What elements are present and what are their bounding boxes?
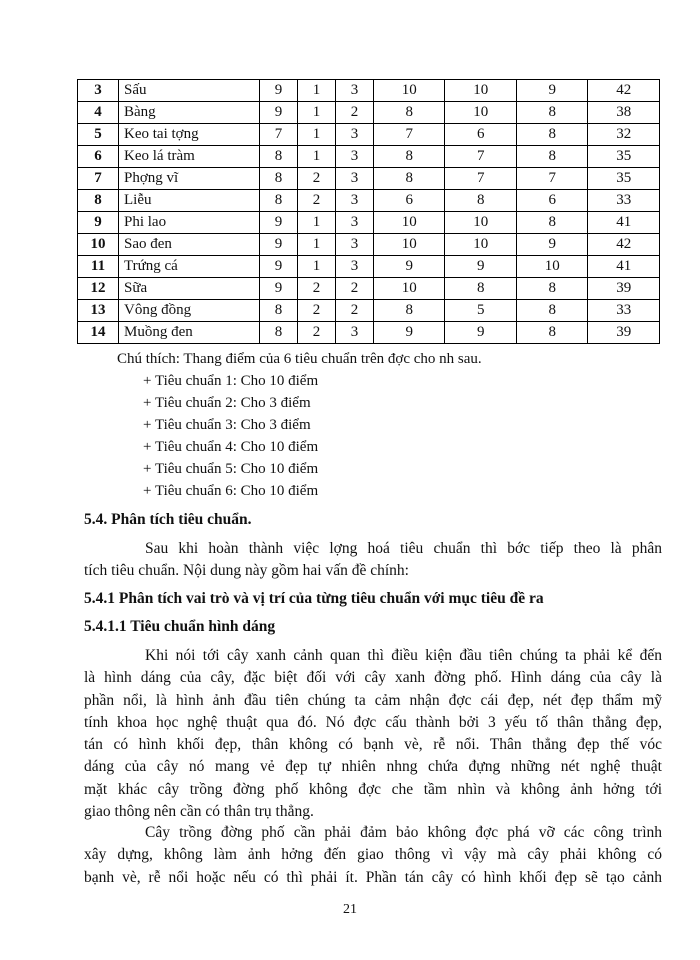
criterion-score-cell: 2: [297, 300, 335, 322]
table-row: [78, 146, 660, 168]
total-score-cell: 33: [588, 300, 660, 322]
criterion-score-cell: 8: [373, 300, 445, 322]
criterion-score-cell: 9: [445, 256, 517, 278]
tree-score-table: [77, 79, 660, 344]
criterion-score-cell: 10: [445, 80, 517, 102]
criterion-score-cell: 2: [297, 322, 335, 344]
criterion-score-cell: 9: [260, 102, 298, 124]
tree-name-cell: Keo lá tràm: [119, 146, 260, 168]
tree-name-cell: Vông đồng: [119, 300, 260, 322]
criterion-score-cell: 7: [260, 124, 298, 146]
row-number-cell: 11: [78, 256, 119, 278]
criterion-score-cell: 8: [260, 168, 298, 190]
row-number-cell: 12: [78, 278, 119, 300]
table-row: [78, 212, 660, 234]
criterion-score-cell: 8: [373, 168, 445, 190]
criterion-score-cell: 8: [516, 146, 588, 168]
tree-name-cell: Sữa: [119, 278, 260, 300]
criterion-score-cell: 8: [516, 102, 588, 124]
table-row: [78, 190, 660, 212]
criterion-score-cell: 10: [373, 80, 445, 102]
criterion-score-cell: 8: [260, 146, 298, 168]
criterion-2: + Tiêu chuẩn 2: Cho 3 điểm: [143, 395, 311, 411]
row-number-cell: 4: [78, 102, 119, 124]
criterion-score-cell: 9: [260, 256, 298, 278]
tree-name-cell: Keo tai tợng: [119, 124, 260, 146]
criterion-score-cell: 8: [260, 190, 298, 212]
tree-name-cell: Sao đen: [119, 234, 260, 256]
criterion-score-cell: 7: [373, 124, 445, 146]
page-number: 21: [343, 902, 357, 917]
criterion-score-cell: 3: [335, 124, 373, 146]
criterion-score-cell: 2: [335, 102, 373, 124]
criterion-score-cell: 3: [335, 190, 373, 212]
criterion-score-cell: 3: [335, 80, 373, 102]
row-number-cell: 7: [78, 168, 119, 190]
criterion-score-cell: 3: [335, 146, 373, 168]
criterion-score-cell: 3: [335, 168, 373, 190]
criterion-score-cell: 6: [516, 190, 588, 212]
criterion-6: + Tiêu chuẩn 6: Cho 10 điểm: [143, 483, 319, 499]
paragraph-1-line: tích tiêu chuẩn. Nội dung này gồm hai vấn đề chính:: [84, 562, 409, 580]
total-score-cell: 39: [588, 278, 660, 300]
table-row: [78, 124, 660, 146]
paragraph-2-line: Khi nói tới cây xanh cảnh quan thì điều kiện đầu tiên chúng ta phải kể đến: [145, 647, 662, 664]
criterion-score-cell: 10: [445, 102, 517, 124]
row-number-cell: 8: [78, 190, 119, 212]
row-number-cell: 9: [78, 212, 119, 234]
tree-name-cell: Muồng đen: [119, 322, 260, 344]
criterion-score-cell: 9: [260, 234, 298, 256]
criterion-score-cell: 1: [297, 146, 335, 168]
total-score-cell: 38: [588, 102, 660, 124]
criterion-score-cell: 1: [297, 256, 335, 278]
criterion-score-cell: 9: [373, 256, 445, 278]
paragraph-2: [84, 645, 662, 823]
criterion-3: + Tiêu chuẩn 3: Cho 3 điểm: [143, 417, 311, 433]
criterion-score-cell: 3: [335, 322, 373, 344]
row-number-cell: 3: [78, 80, 119, 102]
paragraph-3: [84, 822, 662, 889]
criterion-score-cell: 2: [335, 300, 373, 322]
paragraph-2-line: phần nổi, là hình ảnh đầu tiên chúng ta cảm nhận đợc cái đẹp, nét đẹp thẩm mỹ: [84, 691, 662, 709]
criterion-score-cell: 7: [445, 168, 517, 190]
criterion-5: + Tiêu chuẩn 5: Cho 10 điểm: [143, 461, 319, 477]
criterion-score-cell: 7: [516, 168, 588, 190]
criterion-score-cell: 10: [516, 256, 588, 278]
criterion-score-cell: 9: [516, 80, 588, 102]
table-row: [78, 278, 660, 300]
total-score-cell: 35: [588, 168, 660, 190]
total-score-cell: 42: [588, 234, 660, 256]
criterion-score-cell: 9: [260, 80, 298, 102]
paragraph-3-line: Cây trồng đờng phố cần phải đảm bảo không đợc phá vỡ các công trình: [145, 824, 662, 841]
table-row: [78, 234, 660, 256]
paragraph-1-line: Sau khi hoàn thành việc lợng hoá tiêu chuẩn thì bớc tiếp theo là phân: [145, 540, 662, 557]
table-row: [78, 168, 660, 190]
total-score-cell: 41: [588, 212, 660, 234]
criterion-score-cell: 5: [445, 300, 517, 322]
row-number-cell: 13: [78, 300, 119, 322]
table-body: [78, 80, 660, 344]
table-row: [78, 322, 660, 344]
paragraph-2-line: giao thông nên cần có thân trụ thẳng.: [84, 803, 314, 821]
paragraph-3-line: xây dựng, không làm ảnh hởng đến giao thông vì vậy mà cây phải không có: [84, 846, 662, 864]
criterion-score-cell: 9: [260, 212, 298, 234]
criterion-score-cell: 6: [373, 190, 445, 212]
total-score-cell: 41: [588, 256, 660, 278]
paragraph-1: [84, 538, 662, 583]
criterion-score-cell: 10: [373, 234, 445, 256]
tree-name-cell: Phợng vĩ: [119, 168, 260, 190]
total-score-cell: 39: [588, 322, 660, 344]
criterion-score-cell: 9: [373, 322, 445, 344]
tree-name-cell: Sấu: [119, 80, 260, 102]
criterion-score-cell: 10: [373, 278, 445, 300]
criterion-score-cell: 8: [373, 102, 445, 124]
criterion-score-cell: 8: [516, 278, 588, 300]
tree-name-cell: Phi lao: [119, 212, 260, 234]
tree-name-cell: Liễu: [119, 190, 260, 212]
criterion-score-cell: 9: [445, 322, 517, 344]
total-score-cell: 42: [588, 80, 660, 102]
table-row: [78, 80, 660, 102]
section-heading-5-4-1-1: 5.4.1.1 Tiêu chuẩn hình dáng: [84, 618, 276, 635]
table-row: [78, 300, 660, 322]
table-note: Chú thích: Thang điểm của 6 tiêu chuẩn trên đợc cho nh sau.: [117, 351, 482, 367]
criterion-score-cell: 8: [445, 278, 517, 300]
criterion-score-cell: 8: [516, 124, 588, 146]
row-number-cell: 5: [78, 124, 119, 146]
criterion-score-cell: 1: [297, 124, 335, 146]
criterion-score-cell: 9: [516, 234, 588, 256]
criterion-score-cell: 8: [516, 322, 588, 344]
paragraph-2-line: mặt khác cây trồng đờng phố không đợc che tầm nhìn và không ảnh hởng tới: [84, 780, 662, 798]
total-score-cell: 35: [588, 146, 660, 168]
criterion-score-cell: 2: [335, 278, 373, 300]
criterion-1: + Tiêu chuẩn 1: Cho 10 điểm: [143, 373, 319, 389]
criterion-score-cell: 8: [516, 212, 588, 234]
criterion-score-cell: 2: [297, 168, 335, 190]
total-score-cell: 33: [588, 190, 660, 212]
criterion-score-cell: 2: [297, 190, 335, 212]
section-heading-5-4-1: 5.4.1 Phân tích vai trò và vị trí của từng tiêu chuẩn với mục tiêu đề ra: [84, 590, 544, 607]
row-number-cell: 10: [78, 234, 119, 256]
criterion-score-cell: 1: [297, 102, 335, 124]
section-heading-5-4: 5.4. Phân tích tiêu chuẩn.: [84, 511, 252, 528]
row-number-cell: 6: [78, 146, 119, 168]
paragraph-2-line: dáng của cây nó mang vẻ đẹp tự nhiên nhng chứa đựng những nét nghệ thuật: [84, 758, 662, 776]
table-row: [78, 256, 660, 278]
criterion-score-cell: 3: [335, 256, 373, 278]
paragraph-2-line: tính khoa học nghệ thuật qua đó. Nó đợc cấu thành bởi 3 yếu tố thân thẳng đẹp,: [84, 713, 662, 731]
tree-name-cell: Bàng: [119, 102, 260, 124]
tree-name-cell: Trứng cá: [119, 256, 260, 278]
total-score-cell: 32: [588, 124, 660, 146]
paragraph-2-line: là hình dáng của cây, đặc biệt đối với cây xanh đờng phố. Hình dáng của cây là: [84, 669, 662, 687]
criterion-score-cell: 2: [297, 278, 335, 300]
row-number-cell: 14: [78, 322, 119, 344]
criterion-score-cell: 3: [335, 234, 373, 256]
criterion-score-cell: 8: [445, 190, 517, 212]
criterion-score-cell: 7: [445, 146, 517, 168]
criterion-score-cell: 8: [260, 322, 298, 344]
criterion-score-cell: 10: [373, 212, 445, 234]
criterion-score-cell: 8: [260, 300, 298, 322]
criterion-score-cell: 8: [516, 300, 588, 322]
criterion-score-cell: 1: [297, 212, 335, 234]
criterion-score-cell: 6: [445, 124, 517, 146]
paragraph-3-line: bạnh vè, rễ nổi hoặc nếu có thì phải ít. Phần tán cây có hình khối đẹp sẽ tạo cảnh: [84, 868, 662, 886]
criterion-score-cell: 10: [445, 234, 517, 256]
criterion-score-cell: 1: [297, 80, 335, 102]
table-row: [78, 102, 660, 124]
paragraph-2-line: tán có hình khối đẹp, thân không có bạnh vè, rễ nổi. Thân thẳng đẹp thế vóc: [84, 736, 662, 754]
criterion-score-cell: 9: [260, 278, 298, 300]
criterion-score-cell: 10: [445, 212, 517, 234]
criterion-score-cell: 1: [297, 234, 335, 256]
criterion-score-cell: 8: [373, 146, 445, 168]
criterion-score-cell: 3: [335, 212, 373, 234]
criterion-4: + Tiêu chuẩn 4: Cho 10 điểm: [143, 439, 319, 455]
